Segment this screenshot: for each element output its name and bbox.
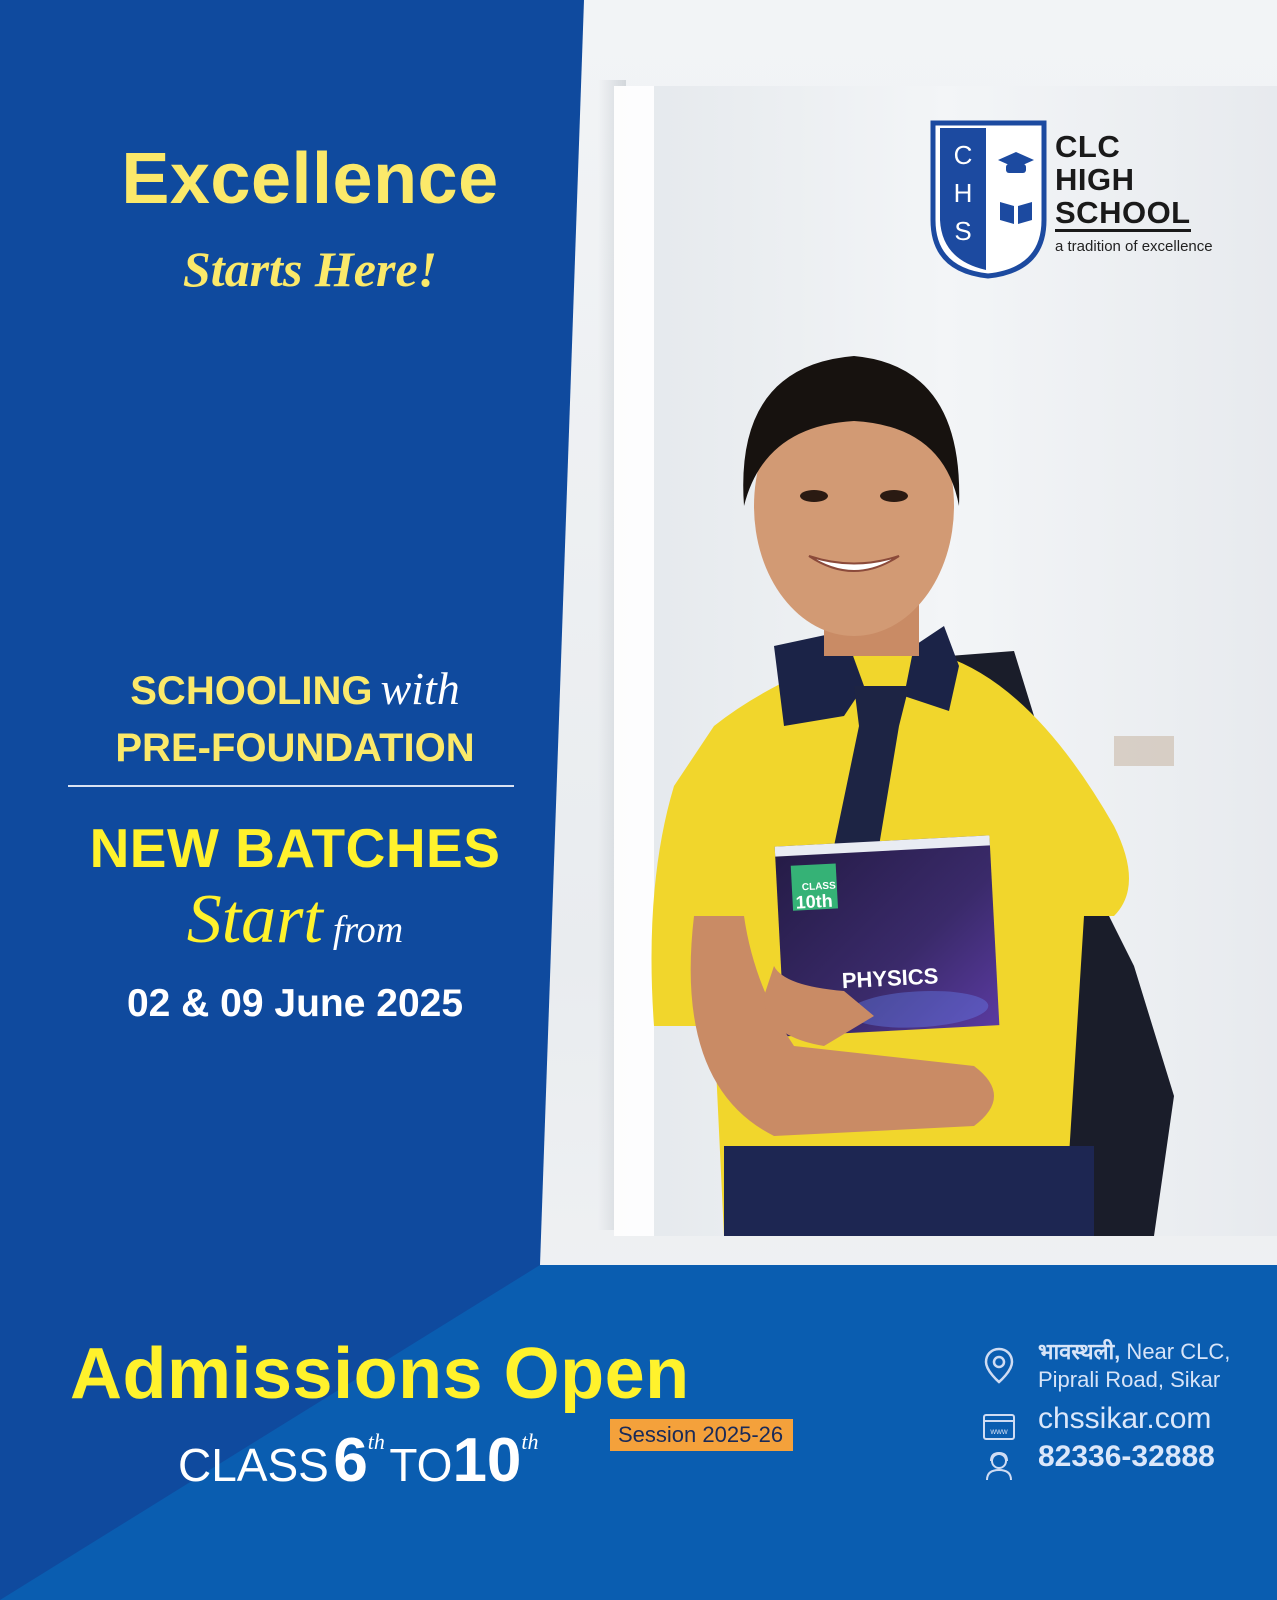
class-word: CLASS [178, 1439, 329, 1491]
class-to-number: 10 [452, 1426, 522, 1495]
program-block [0, 660, 590, 777]
crest-letter-c: C [953, 140, 973, 170]
web-browser-icon [982, 1412, 1016, 1442]
address-line2: Piprali Road, Sikar [1038, 1367, 1221, 1392]
school-logo [930, 120, 1250, 280]
start-from-line [0, 880, 590, 960]
class-range [178, 1425, 539, 1496]
admissions-open-title: Admissions Open [70, 1334, 690, 1414]
website-link[interactable]: chssikar.com [1038, 1402, 1212, 1435]
crest-icon [930, 120, 1048, 280]
logo-line-school: SCHOOL [1055, 195, 1191, 230]
headline-excellence: Excellence [121, 139, 499, 219]
phone-agent-icon [982, 1450, 1016, 1482]
svg-text:www: www [990, 1427, 1008, 1436]
logo-line-clc: CLC [1055, 129, 1121, 164]
address-bold: भावस्थली, [1038, 1339, 1121, 1364]
batch-dates: 02 & 09 June 2025 [126, 982, 464, 1025]
class-to-suffix: th [521, 1429, 539, 1454]
logo-tagline: a tradition of excellence [1055, 238, 1213, 255]
start-script-text: Start [186, 881, 323, 958]
logo-line-high: HIGH [1055, 162, 1135, 197]
location-pin-icon [982, 1346, 1016, 1386]
phone-number[interactable]: 82336-32888 [1038, 1440, 1215, 1473]
new-batches-title: NEW BATCHES [89, 817, 501, 879]
session-badge: Session 2025-26 [610, 1419, 793, 1451]
from-text: from [332, 909, 404, 951]
schooling-text: SCHOOLING [130, 669, 373, 713]
crest-letter-s: S [954, 216, 972, 246]
headline-starts-here: Starts Here! [182, 241, 438, 297]
with-script-text: with [380, 663, 460, 714]
class-from-suffix: th [367, 1429, 385, 1454]
book-class-label: CLASS [801, 880, 837, 894]
crest-letter-h: H [953, 178, 973, 208]
divider-line [68, 785, 514, 787]
book-subject: PHYSICS [841, 963, 939, 994]
book-class-number: 10th [795, 890, 834, 913]
address-line1: Near CLC, [1120, 1339, 1231, 1364]
pre-foundation-text: PRE-FOUNDATION [115, 726, 475, 770]
class-from-number: 6 [333, 1426, 368, 1495]
to-word: TO [389, 1439, 453, 1491]
